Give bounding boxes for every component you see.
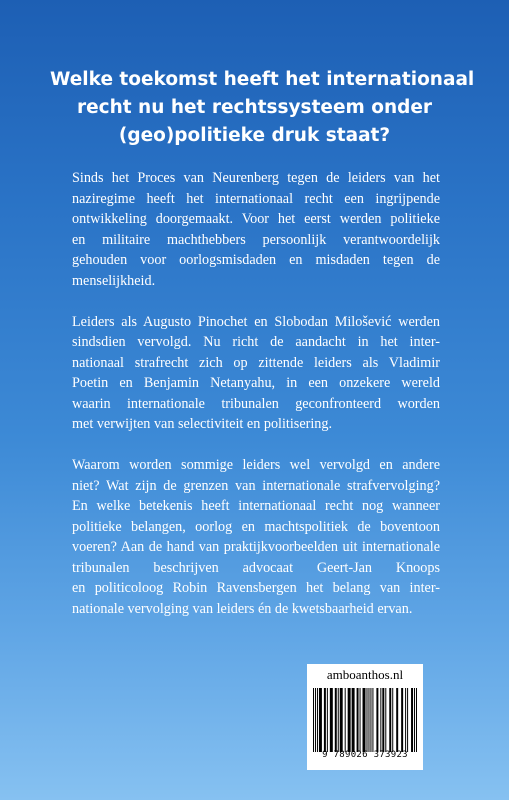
- barcode-bar: [335, 688, 337, 752]
- barcode-bar: [370, 688, 371, 752]
- blurb-paragraph-2: [72, 312, 440, 435]
- barcode-bar: [338, 688, 339, 752]
- barcode-bar: [392, 688, 393, 752]
- barcode-bar: [345, 688, 346, 752]
- barcode-bar: [357, 688, 359, 752]
- text-line: En welke betekenis heeft internationaal recht nog wanneer: [72, 498, 440, 514]
- barcode-bar: [401, 688, 403, 752]
- text-line: menselijkheid.: [72, 272, 156, 289]
- barcode-bar: [330, 688, 333, 752]
- barcode-bar: [389, 688, 391, 752]
- barcode-bar: [407, 688, 408, 752]
- isbn-number: 9 789026 373923: [322, 750, 408, 760]
- barcode-bar: [315, 688, 316, 752]
- barcode-bar: [385, 688, 386, 752]
- text-line: sindsdien vervolgd. Nu richt de aandacht in het inter-: [72, 334, 440, 350]
- barcode-bar: [405, 688, 406, 752]
- text-line: met verwijten van selectiviteit en politisering.: [72, 416, 333, 432]
- text-line: nationaal strafrecht zich op zittende leiders als Vladimir: [72, 354, 440, 371]
- headline-line-2: recht nu het rechtssysteem onder: [76, 97, 433, 118]
- barcode-bar: [380, 688, 381, 752]
- barcode-bar: [366, 688, 367, 752]
- back-cover-headline: [50, 66, 475, 150]
- barcode-bar: [396, 688, 398, 752]
- text-line: waarin internationale tribunalen geconfronteerd worden: [72, 395, 440, 412]
- barcode-bar: [352, 688, 355, 752]
- blurb-paragraph-1: [72, 168, 440, 291]
- barcode-bar: [411, 688, 413, 752]
- barcode-bar: [340, 688, 343, 752]
- blurb-paragraph-3: [72, 455, 440, 619]
- headline-line-3: (geo)politieke druk staat?: [118, 125, 391, 146]
- barcode-bar: [348, 688, 351, 752]
- barcode-bar: [360, 688, 361, 752]
- text-line: en militaire machthebbers persoonlijk verantwoordelijk: [72, 231, 440, 248]
- headline-line-1: Welke toekomst heeft het internationaal: [50, 69, 475, 90]
- barcode-bar: [376, 688, 378, 752]
- barcode-bar: [324, 688, 326, 752]
- text-line: Poetin en Benjamin Netanyahu, in een onzekere wereld: [72, 375, 440, 391]
- barcode-bar: [368, 688, 369, 752]
- text-line: ontwikkeling doorgemaakt. Voor het eerst werden politieke: [72, 211, 440, 227]
- barcode-bar: [327, 688, 328, 752]
- barcode-bar: [317, 688, 318, 752]
- barcode-bar: [414, 688, 415, 752]
- barcode-bar: [416, 688, 417, 752]
- barcode-bar: [372, 688, 373, 752]
- publisher-website: amboanthos.nl: [326, 667, 404, 682]
- text-line: gehouden voor oorlogsmisdaden en misdaden tegen de: [72, 252, 440, 268]
- barcode-label: [307, 664, 423, 770]
- text-line: naziregime heeft het internationaal recht een ingrijpende: [72, 190, 440, 207]
- barcode-bar: [382, 688, 384, 752]
- text-line: Sinds het Proces van Neurenberg tegen de leiders van het: [72, 170, 440, 186]
- blurb-text: [72, 168, 440, 640]
- text-line: nationale vervolging van leiders én de kwetsbaarheid ervan.: [72, 600, 413, 617]
- text-line: en politicoloog Robin Ravensbergen het belang van inter-: [72, 580, 440, 596]
- text-line: niet? Wat zijn de grenzen van internationale strafvervolging?: [72, 477, 440, 494]
- barcode-bar: [313, 688, 314, 752]
- barcode-bar: [319, 688, 322, 752]
- text-line: voeren? Aan de hand van praktijkvoorbeelden uit internationale: [72, 539, 440, 555]
- text-line: Waarom worden sommige leiders wel vervolgd en andere: [72, 457, 440, 473]
- text-line: tribunalen beschrijven advocaat Geert-Jan Knoops: [72, 559, 440, 576]
- barcode-icon: [313, 688, 417, 752]
- text-line: Leiders als Augusto Pinochet en Slobodan Milošević werden: [72, 313, 440, 330]
- barcode-bar: [363, 688, 366, 752]
- text-line: politieke belangen, oorlog en machtspolitiek de boventoon: [72, 518, 440, 535]
